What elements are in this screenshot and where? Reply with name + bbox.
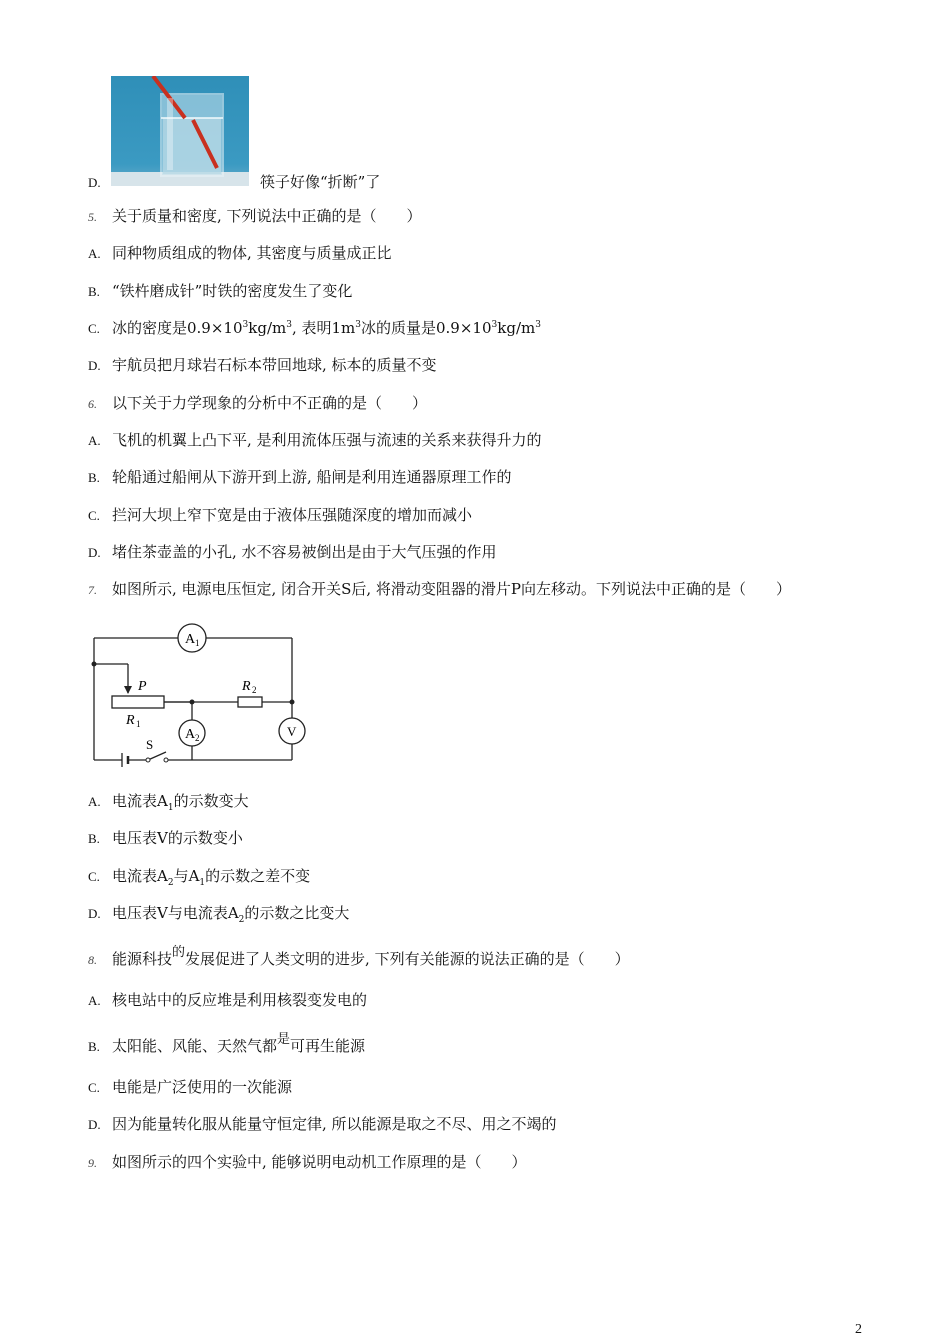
option-text: 轮船通过船闸从下游开到上游, 船闸是利用连通器原理工作的 (112, 468, 512, 486)
option-text-part: 的示数之差不变 (205, 867, 311, 885)
option-label: B. (88, 1039, 100, 1054)
option-text-part: kg/m (248, 319, 287, 337)
raised-char: 是 (277, 1032, 291, 1047)
option-label: D. (88, 906, 101, 921)
option-text-part: 冰的质量是0.9×10 (361, 319, 492, 337)
option-text-part: 电压表V与电流表A (112, 904, 239, 922)
ammeter-a1-subscript: 1 (195, 638, 200, 648)
q5-option-a (88, 243, 392, 264)
option-text: 飞机的机翼上凸下平, 是利用流体压强与流速的关系来获得升力的 (112, 431, 542, 449)
q7-option-c (88, 866, 310, 887)
q5-option-b (88, 281, 352, 302)
option-label: A. (88, 246, 101, 261)
option-text-part: 电流表A (112, 792, 168, 810)
r1-label: R (126, 713, 135, 728)
q5-option-c (88, 318, 541, 339)
option-label: D. (88, 358, 101, 373)
superscript: 3 (535, 320, 541, 330)
option-label: A. (88, 433, 101, 448)
superscript: 3 (242, 320, 249, 330)
option-label: D. (88, 545, 101, 560)
chopstick-in-beaker-photo (111, 76, 249, 186)
option-text: 宇航员把月球岩石标本带回地球, 标本的质量不变 (112, 356, 437, 374)
option-text: 电压表V的示数变小 (112, 829, 243, 847)
raised-char: 的 (172, 945, 186, 960)
option-text: 筷子好像“折断”了 (260, 173, 381, 191)
q6-stem (88, 393, 427, 414)
q5-option-d (88, 355, 437, 376)
ammeter-a2-subscript: 2 (195, 733, 200, 743)
page-number: 2 (855, 1322, 862, 1337)
option-text-part: 电流表A (112, 867, 168, 885)
option-text: 因为能量转化服从能量守恒定律, 所以能源是取之不尽、用之不竭的 (112, 1115, 557, 1133)
superscript: 3 (355, 320, 361, 330)
option-label: B. (88, 284, 100, 299)
question-text: 以下关于力学现象的分析中不正确的是（ ） (112, 394, 428, 412)
option-text-part: 冰的密度是0.9×10 (112, 319, 243, 337)
option-label: C. (88, 508, 100, 523)
option-text-part: 与A (173, 867, 200, 885)
option-text-part: 的示数之比变大 (244, 904, 350, 922)
option-label: B. (88, 470, 100, 485)
option-text-part: 可再生能源 (290, 1037, 366, 1055)
q5-stem (88, 206, 422, 227)
q8-option-b (88, 1032, 366, 1058)
r2-subscript: 2 (252, 685, 257, 695)
voltmeter-label: V (287, 724, 297, 739)
question-number: 6. (88, 397, 97, 411)
option-label: D. (88, 175, 101, 190)
q7-option-b (88, 828, 243, 849)
question-number: 9. (88, 1156, 97, 1170)
option-label: A. (88, 794, 101, 809)
q8-option-a (88, 990, 367, 1011)
subscript: 1 (167, 803, 174, 813)
superscript: 3 (286, 320, 292, 330)
r1-subscript: 1 (136, 719, 141, 729)
q9-stem (88, 1152, 527, 1173)
option-label: B. (88, 831, 100, 846)
q6-option-b (88, 467, 512, 488)
slider-p-label: P (138, 679, 147, 694)
ammeter-a1-label: A (185, 632, 196, 647)
question-text: 如图所示, 电源电压恒定, 闭合开关S后, 将滑动变阻器的滑片P向左移动。下列说法中正确的是（ ） (112, 580, 791, 598)
subscript: 2 (167, 878, 174, 888)
question-text-part: 发展促进了人类文明的进步, 下列有关能源的说法正确的是（ ） (185, 950, 630, 968)
question-number: 8. (88, 953, 97, 967)
question-number: 5. (88, 210, 97, 224)
option-label: C. (88, 1080, 100, 1095)
circuit-diagram (84, 620, 324, 770)
option-label: D. (88, 1117, 101, 1132)
q7-stem (88, 579, 791, 600)
option-text: 核电站中的反应堆是利用核裂变发电的 (112, 991, 368, 1009)
question-number: 7. (88, 583, 97, 597)
option-text-part: , 表明1m (291, 319, 356, 337)
question-text: 如图所示的四个实验中, 能够说明电动机工作原理的是（ ） (112, 1153, 527, 1171)
q6-option-a (88, 430, 542, 451)
option-label: A. (88, 993, 101, 1008)
question-text: 关于质量和密度, 下列说法中正确的是（ ） (112, 207, 422, 225)
q7-option-d (88, 903, 349, 924)
option-text: 电能是广泛使用的一次能源 (112, 1078, 293, 1096)
r2-label: R (242, 679, 251, 694)
option-text-part: kg/m (497, 319, 536, 337)
option-text: 同种物质组成的物体, 其密度与质量成正比 (112, 244, 392, 262)
ammeter-a2-label: A (185, 727, 196, 742)
question-text-part: 能源科技 (112, 950, 173, 968)
q6-option-d (88, 542, 497, 563)
option-label: C. (88, 869, 100, 884)
option-text: 堵住茶壶盖的小孔, 水不容易被倒出是由于大气压强的作用 (112, 543, 497, 561)
superscript: 3 (491, 320, 498, 330)
q7-option-a (88, 791, 249, 812)
option-label: C. (88, 321, 100, 336)
q4-option-d (88, 172, 380, 193)
option-text: 拦河大坝上窄下宽是由于液体压强随深度的增加而减小 (112, 506, 473, 524)
subscript: 2 (238, 915, 245, 925)
subscript: 1 (199, 878, 206, 888)
q8-option-c (88, 1077, 292, 1098)
option-text-part: 的示数变大 (173, 792, 249, 810)
switch-s-label: S (146, 737, 154, 752)
option-text-part: 太阳能、风能、天然气都 (112, 1037, 278, 1055)
q8-option-d (88, 1114, 557, 1135)
q8-stem (88, 945, 630, 971)
q6-option-c (88, 505, 472, 526)
option-text: “铁杵磨成针”时铁的密度发生了变化 (112, 282, 353, 300)
